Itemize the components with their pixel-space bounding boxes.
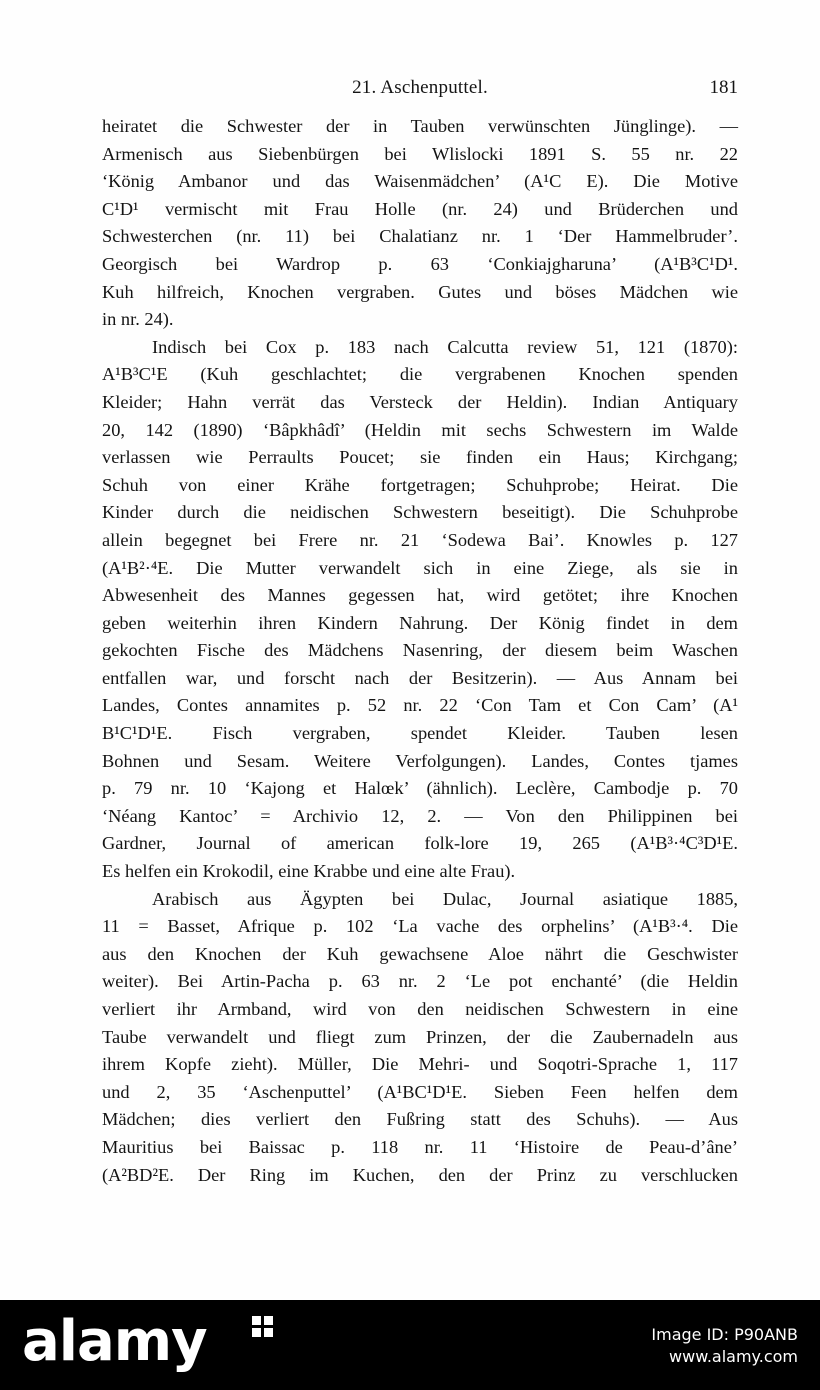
text-line: geben weiterhin ihren Kindern Nahrung. Der König findet in dem [102,612,738,633]
text-line: Kuh hilfreich, Knochen vergraben. Gutes und böses Mädchen wie [102,281,738,302]
text-line: entfallen war, und forscht nach der Besitzerin). — Aus Annam bei [102,667,738,688]
text-line: (A¹B²·⁴E. Die Mutter verwandelt sich in eine Ziege, als sie in [102,557,738,578]
text-line: ihrem Kopfe zieht). Müller, Die Mehri- und Soqotri-Sprache 1, 117 [102,1054,738,1075]
text-line: Abwesenheit des Mannes gegessen hat, wird getötet; ihre Knochen [102,585,738,606]
site-url: www.alamy.com [669,1347,798,1366]
text-line: aus den Knochen der Kuh gewachsene Aloe nährt die Geschwister [102,943,738,964]
text-line: 11 = Basset, Afrique p. 102 ‘La vache des orphelins’ (A¹B³·⁴. Die [102,916,738,937]
text-line: in nr. 24). [102,309,174,330]
text-line: Kinder durch die neidischen Schwestern beseitigt). Die Schuhprobe [102,502,738,523]
text-line: Landes, Contes annamites p. 52 nr. 22 ‘Con Tam et Con Cam’ (A¹ [102,695,738,716]
chapter-title: 21. Aschenputtel. [352,77,488,98]
text-line: und 2, 35 ‘Aschenputtel’ (A¹BC¹D¹E. Sieben Feen helfen dem [102,1081,738,1102]
text-line: gekochten Fische des Mädchens Nasenring, der diesem beim Waschen [102,640,738,661]
text-line: Mädchen; dies verliert den Fußring statt des Schuhs). — Aus [102,1109,738,1130]
text-line: Bohnen und Sesam. Weitere Verfolgungen). Landes, Contes tjames [102,750,738,771]
text-line: verliert ihr Armband, wird von den neidischen Schwestern in eine [102,999,738,1019]
text-line: 20, 142 (1890) ‘Bâpkhâdî’ (Heldin mit sechs Schwestern im Walde [102,419,738,440]
text-line: ‘Néang Kantoc’ = Archivio 12, 2. — Von den Philippinen bei [102,805,738,826]
text-line: Taube verwandelt und fliegt zum Prinzen, der die Zaubernadeln aus [102,1026,738,1047]
image-id: Image ID: P90ANB [651,1325,798,1344]
text-line: Schuh von einer Krähe fortgetragen; Schuhprobe; Heirat. Die [102,474,738,495]
alamy-logo: alamy [22,1309,207,1374]
body-text [102,113,738,1189]
text-line: p. 79 nr. 10 ‘Kajong et Halœk’ (ähnlich). Leclère, Cambodje p. 70 [102,778,738,799]
text-line: allein begegnet bei Frere nr. 21 ‘Sodewa Bai’. Knowles p. 127 [102,529,738,550]
text-line: heiratet die Schwester der in Tauben verwünschten Jünglinge). — [102,116,738,136]
text-line: verlassen wie Perraults Poucet; sie finden ein Haus; Kirchgang; [102,447,738,468]
text-line: Indisch bei Cox p. 183 nach Calcutta review 51, 121 (1870): [152,336,738,357]
text-line: weiter). Bei Artin-Pacha p. 63 nr. 2 ‘Le pot enchanté’ (die Heldin [102,971,738,992]
text-line: Armenisch aus Siebenbürgen bei Wlislocki 1891 S. 55 nr. 22 [102,143,738,164]
text-line: Schwesterchen (nr. 11) bei Chalatianz nr. 1 ‘Der Hammelbruder’. [102,226,738,247]
text-line: Georgisch bei Wardrop p. 63 ‘Conkiajgharuna’ (A¹B³C¹D¹. [102,253,738,274]
text-line: Arabisch aus Ägypten bei Dulac, Journal asiatique 1885, [152,888,738,909]
text-line: Es helfen ein Krokodil, eine Krabbe und eine alte Frau). [102,861,516,882]
text-line: Gardner, Journal of american folk-lore 19, 265 (A¹B³·⁴C³D¹E. [102,833,738,854]
alamy-mark-icon [252,1316,278,1342]
watermark-meta [651,1324,798,1368]
text-line: B¹C¹D¹E. Fisch vergraben, spendet Kleider. Tauben lesen [102,723,738,744]
text-line: (A²BD²E. Der Ring im Kuchen, den der Prinz zu verschlucken [102,1164,738,1185]
text-line: Kleider; Hahn verrät das Versteck der Heldin). Indian Antiquary [102,391,738,412]
text-line: C¹D¹ vermischt mit Frau Holle (nr. 24) und Brüderchen und [102,198,738,219]
page-number: 181 [709,77,738,98]
text-line: A¹B³C¹E (Kuh geschlachtet; die vergrabenen Knochen spenden [102,364,738,385]
text-line: Mauritius bei Baissac p. 118 nr. 11 ‘Histoire de Peau-d’âne’ [102,1136,738,1157]
text-line: ‘König Ambanor und das Waisenmädchen’ (A¹C E). Die Motive [102,171,738,192]
running-header [102,74,738,102]
